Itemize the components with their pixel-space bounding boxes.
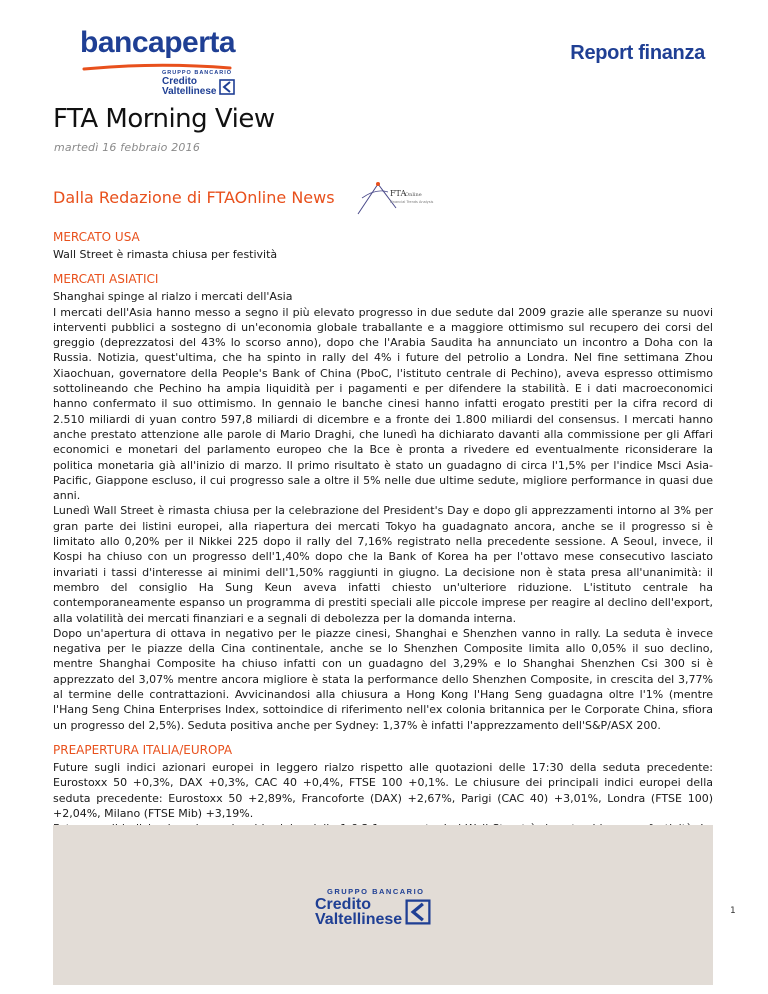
page-title: FTA Morning View <box>53 104 275 134</box>
group-name-line1: Credito <box>162 76 197 87</box>
valtellinese-mark-icon <box>405 899 431 925</box>
report-content <box>53 230 713 862</box>
section-paragraph: Dopo un'apertura di ottava in negativo per le piazze cinesi, Shanghai e Shenzhen vanno in rally. La seduta è invece negativa per le piazze della Cina continentale, anche se lo Shenzhen Composite limita allo 0,05% il suo declino, mentre Shanghai Composite ha chiuso infatti con un guadagno del 3,29% e lo Shanghai Shenzhen Csi 300 si è apprezzato del 3,07% mentre ancora migliore è stata la performance dello Shenzhen Composite, in crescita del 3,77% al termine delle contrattazioni. Avvicinandosi alla chiusura a Hong Kong l'Hang Seng guadagna oltre l'1% (mentre l'Hang Seng China Enterprises Index, sottoindice di riferimento nell'ex colonia britannica per le Corporate China, sfiora un progresso del 2,5%). Seduta positiva anche per Sydney: 1,37% è infatti l'apprezzamento dell'S&P/ASX 200. <box>53 626 713 732</box>
group-name-line1: Credito <box>315 896 371 913</box>
svg-text:Online: Online <box>405 192 422 198</box>
group-name-line2: Valtellinese <box>315 911 403 928</box>
svg-text:Financial Trends Analysis: Financial Trends Analysis <box>390 200 434 204</box>
credito-valtellinese-header-logo <box>148 70 238 97</box>
section-paragraph: Future sugli indici azionari europei in leggero rialzo rispetto alle quotazioni delle 17:30 della seduta precedente: Eurostoxx 50 +0,3%, DAX +0,3%, CAC 40 +0,4%, FTSE 100 +0,1%. Le chiusure dei principali indici europei della seduta precedente: Eurostoxx 50 +2,89%, Francoforte (DAX) +2,67%, Parigi (CAC 40) +3,01%, Londra (FTSE 100) +2,04%, Milano (FTSE Mib) +3,19%. <box>53 760 713 820</box>
section-paragraph: Wall Street è rimasta chiusa per festività <box>53 248 278 261</box>
section-paragraph: Lunedì Wall Street è rimasta chiusa per la celebrazione del President's Day e dopo gli apprezzamenti intorno al 3% per gran parte dei listini europei, alla riapertura dei mercati Tokyo ha guadagnato ancora, anche se il progresso si è limitato allo 0,20% per il Nikkei 225 dopo il rally del 7,16% registrato nella precedente sessione. A Seoul, invece, il Kospi ha chiuso con un progresso dell'1,40% dopo che la Bank of Korea ha per l'ottavo mese consecutivo lasciato invariati i tassi d'interesse ai minimi dell'1,50% raggiunti in giugno. La decisione non è stata presa all'unanimità: il membro del consiglio Ha Sung Keun aveva infatti chiesto un'ulteriore riduzione. L'istituto centrale ha contemporaneamente espanso un programma di prestiti speciali alle piccole imprese per reagire al declino dell'export, alla volatilità dei mercati finanziari e a segnali di debolezza per la domanda interna. <box>53 504 713 625</box>
bancaperta-logo: bancaperta <box>80 26 236 59</box>
group-label: GRUPPO BANCARIO <box>327 887 425 896</box>
section-title: MERCATO USA <box>53 230 140 244</box>
svg-text:FTA: FTA <box>390 189 407 198</box>
group-name-line2: Valtellinese <box>162 86 217 97</box>
report-date: martedì 16 febbraio 2016 <box>54 141 201 154</box>
section-mercato-usa <box>53 230 713 262</box>
credito-valtellinese-footer-logo <box>315 887 455 927</box>
section-title: PREAPERTURA ITALIA/EUROPA <box>53 742 233 757</box>
section-mercati-asiatici <box>53 272 713 733</box>
page-number: 1 <box>730 906 736 916</box>
group-label: GRUPPO BANCARIO <box>162 70 233 76</box>
valtellinese-mark-icon <box>219 79 235 95</box>
section-paragraph: Shanghai spinge al rialzo i mercati dell'Asia <box>53 290 293 304</box>
redazione-heading: Dalla Redazione di FTAOnline News <box>53 188 335 207</box>
report-title: Report finanza <box>570 42 705 64</box>
fta-online-logo <box>348 178 434 218</box>
footer-banner <box>53 825 713 985</box>
section-paragraph: I mercati dell'Asia hanno messo a segno il più elevato progresso in due sedute dal 2009 grazie alle speranze su nuovi interventi pubblici a sostegno di un'economia globale traballante e a maggiore ottimismo sul recupero dei corsi del greggio (deprezzatosi del 43% lo scorso anno), dopo che l'Arabia Saudita ha annunciato un incontro a Doha con la Russia. Notizia, quest'ultima, che ha spinto in rally del 4% i future del petrolio a Londra. Nel fine settimana Zhou Xiaochuan, governatore della People's Bank of China (PboC, l'istituto centrale di Pechino), aveva espresso ottimismo sottolineando che Pechino ha ampia liquidità per i pagamenti e per difendere la stabilità. E i dati macroeconomici hanno confermato il suo ottimismo. In gennaio le banche cinesi hanno infatti erogato prestiti per la cifra record di 2.510 miliardi di yuan contro 597,8 miliardi di dicembre e a fronte dei 1.800 miliardi del consensus. I mercati hanno anche prestato attenzione alle parole di Mario Draghi, che lunedì ha dichiarato davanti alla commissione per gli Affari economici e monetari del parlamento europeo che la Bce è pronta a rivedere ed eventualmente riconsiderare la politica monetaria già all'inizio di marzo. Il primo risultato è stato un guadagno di circa l'1,5% per l'indice Msci Asia-Pacific, Giappone escluso, il cui progresso sale a oltre il 5% nelle due ultime sedute, migliore performance in quasi due anni. <box>53 305 713 503</box>
section-title: MERCATI ASIATICI <box>53 272 159 287</box>
